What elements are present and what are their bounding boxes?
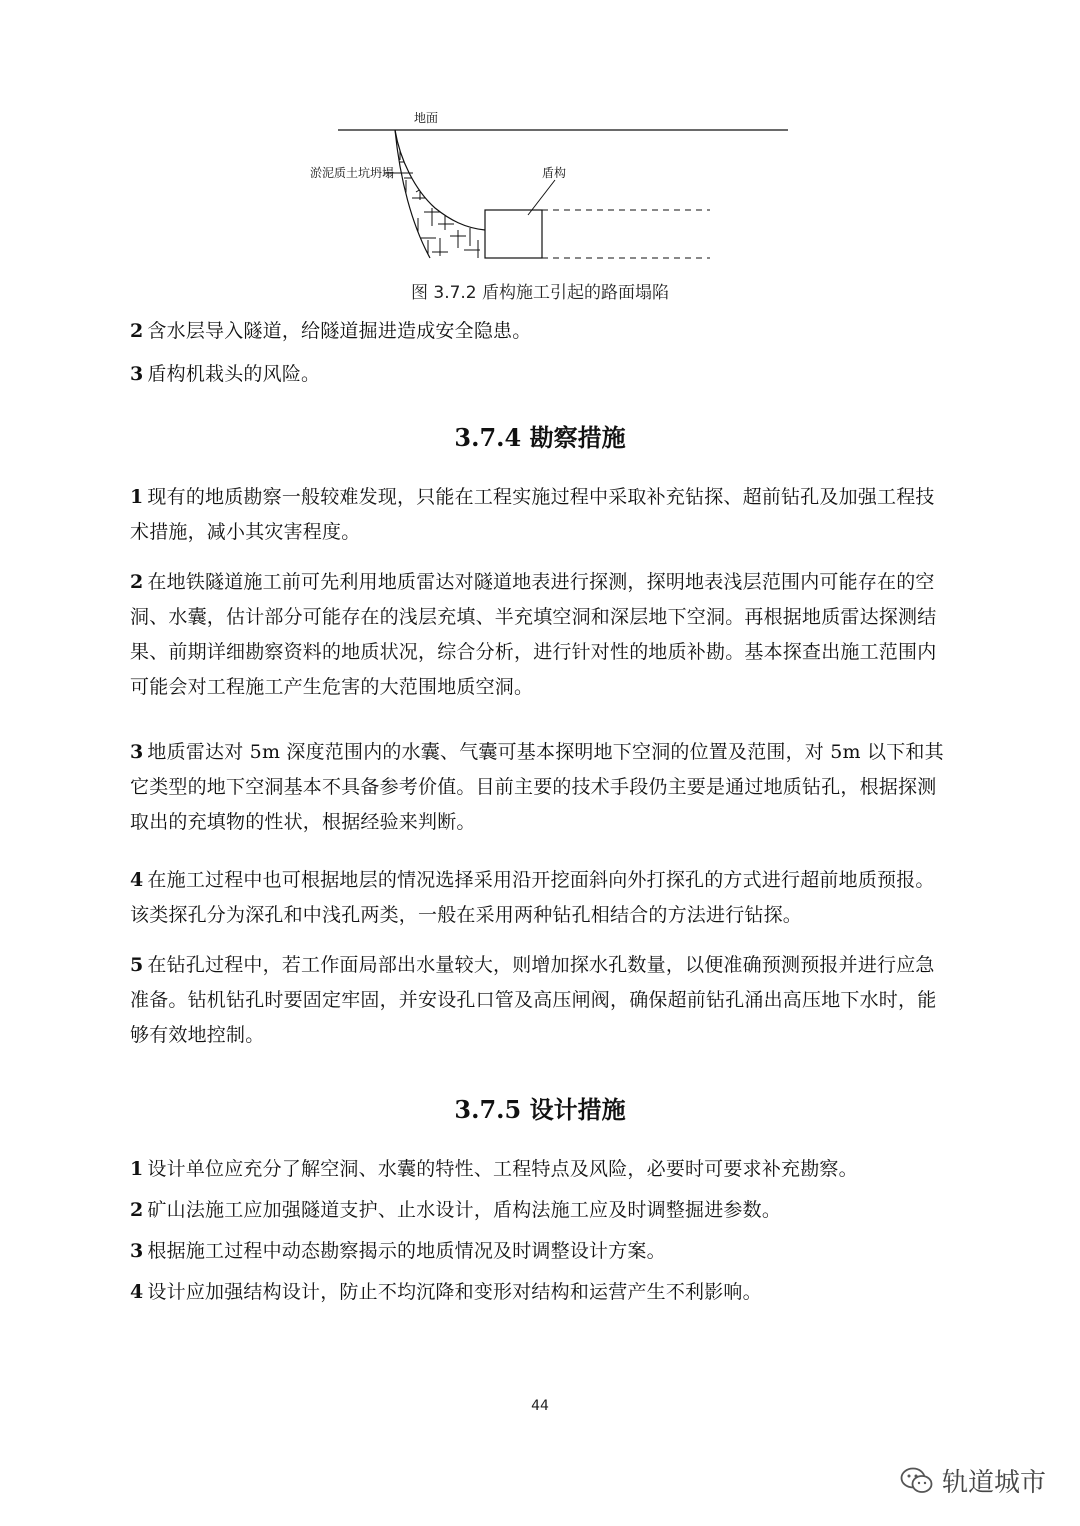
item-number: 5 bbox=[130, 954, 144, 976]
collapse-label: 淤泥质土坑坍塌 bbox=[310, 166, 395, 180]
ground-label: 地面 bbox=[414, 111, 439, 125]
item-text: 矿山法施工应加强隧道支护、止水设计，盾构法施工应及时调整掘进参数。 bbox=[147, 1199, 782, 1221]
section-375-item bbox=[130, 1234, 950, 1269]
section-374-item bbox=[130, 735, 950, 840]
item-text: 地质雷达对 5m 深度范围内的水囊、气囊可基本探明地下空洞的位置及范围，对 5m 以下和其它类型的地下空洞基本不具备参考价值。目前主要的技术手段仍主要是通过地质钻孔，根据探测取出的充填物的性状，根据经验来判断。 bbox=[130, 741, 944, 833]
collapse-outer-boundary bbox=[395, 130, 430, 258]
item-number: 4 bbox=[130, 869, 144, 891]
item-number: 2 bbox=[130, 571, 144, 593]
item-number: 4 bbox=[130, 1281, 144, 1303]
collapse-boundary bbox=[395, 130, 485, 230]
shield-machine bbox=[485, 210, 542, 258]
item-number: 1 bbox=[130, 486, 144, 508]
item-text: 盾构机栽头的风险。 bbox=[147, 363, 321, 385]
item-number: 2 bbox=[130, 320, 144, 342]
section-heading-375: 3.7.5 设计措施 bbox=[454, 1095, 626, 1124]
collapse-figure bbox=[300, 100, 800, 270]
item-text: 设计单位应充分了解空洞、水囊的特性、工程特点及风险，必要时可要求补充勘察。 bbox=[147, 1158, 858, 1180]
item-number: 1 bbox=[130, 1158, 144, 1180]
figure-caption: 图 3.7.2 盾构施工引起的路面塌陷 bbox=[410, 283, 670, 303]
watermark-text: 轨道城市 bbox=[941, 1468, 1046, 1498]
item-text: 根据施工过程中动态勘察揭示的地质情况及时调整设计方案。 bbox=[147, 1240, 666, 1262]
section-374-item bbox=[130, 565, 950, 705]
item-text: 含水层导入隧道，给隧道掘进造成安全隐患。 bbox=[147, 320, 532, 342]
section-375-item bbox=[130, 1193, 950, 1228]
section-heading-374: 3.7.4 勘察措施 bbox=[454, 423, 626, 452]
section-375-item bbox=[130, 1275, 950, 1310]
item-text: 在施工过程中也可根据地层的情况选择采用沿开挖面斜向外打探孔的方式进行超前地质预报。该类探孔分为深孔和中浅孔两类，一般在采用两种钻孔相结合的方法进行钻探。 bbox=[130, 869, 935, 926]
item-text: 设计应加强结构设计，防止不均沉降和变形对结构和运营产生不利影响。 bbox=[147, 1281, 762, 1303]
section-374-item bbox=[130, 863, 950, 933]
wechat-icon bbox=[900, 1466, 934, 1496]
section-375-item bbox=[130, 1152, 950, 1187]
page-number: 44 bbox=[531, 1398, 549, 1414]
item-text: 现有的地质勘察一般较难发现，只能在工程实施过程中采取补充钻探、超前钻孔及加强工程技术措施，减小其灾害程度。 bbox=[130, 486, 935, 543]
section-374-item bbox=[130, 948, 950, 1053]
intro-item bbox=[130, 314, 950, 349]
item-number: 3 bbox=[130, 363, 144, 385]
intro-item bbox=[130, 357, 950, 392]
shield-label: 盾构 bbox=[542, 166, 567, 180]
item-number: 3 bbox=[130, 741, 144, 763]
item-number: 3 bbox=[130, 1240, 144, 1262]
collapse-diagram bbox=[300, 100, 800, 270]
item-text: 在地铁隧道施工前可先利用地质雷达对隧道地表进行探测，探明地表浅层范围内可能存在的空洞、水囊，估计部分可能存在的浅层充填、半充填空洞和深层地下空洞。再根据地质雷达探测结果、前期详细勘察资料的地质状况，综合分析，进行针对性的地质补勘。基本探查出施工范围内可能会对工程施工产生危害的大范围地质空洞。 bbox=[130, 571, 937, 698]
item-number: 2 bbox=[130, 1199, 144, 1221]
section-374-item bbox=[130, 480, 950, 550]
item-text: 在钻孔过程中，若工作面局部出水量较大，则增加探水孔数量，以便准确预测预报并进行应急准备。钻机钻孔时要固定牢固，并安设孔口管及高压闸阀，确保超前钻孔涌出高压地下水时，能够有效地控制。 bbox=[130, 954, 937, 1046]
watermark bbox=[900, 1462, 1046, 1499]
collapse-hatch bbox=[398, 138, 480, 258]
